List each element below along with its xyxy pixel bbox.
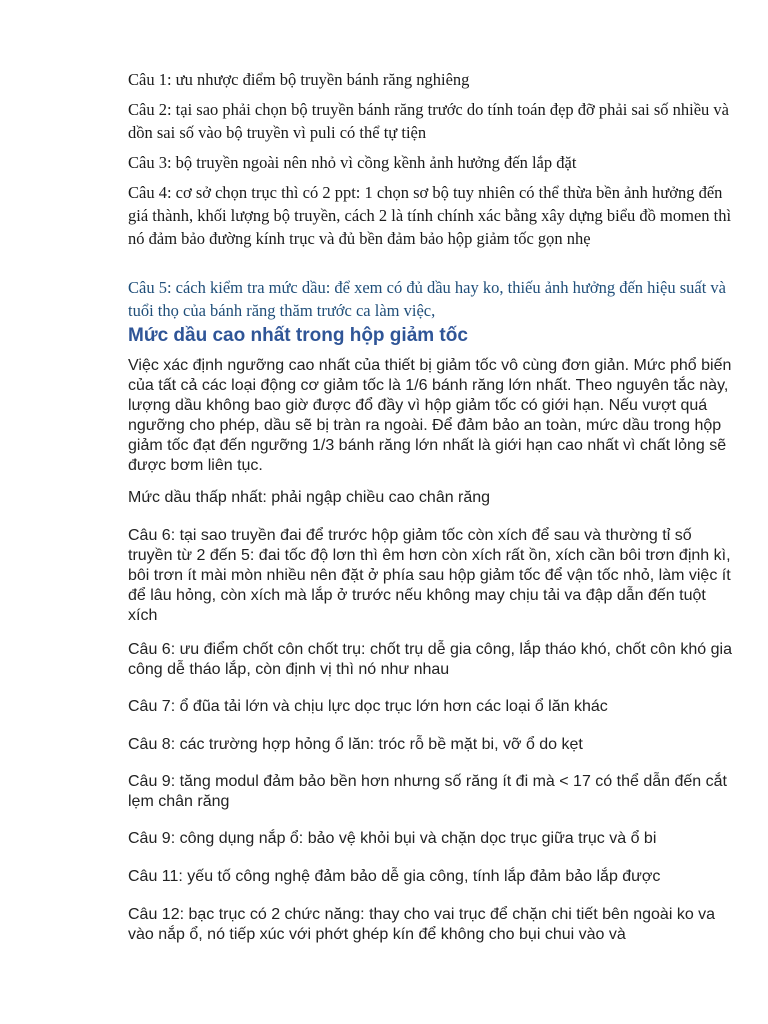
- question-1: Câu 1: ưu nhược điểm bộ truyền bánh răng nghiêng: [128, 70, 470, 89]
- question-6a: Câu 6: tại sao truyền đai để trước hộp giảm tốc còn xích để sau và thường tỉ số truyền từ 2 đến 5: đai tốc độ lơn thì êm hơn còn xích rất ồn, xích cần bôi trơn định kì, bôi trơn ít mài mòn nhiều nên đặt ở phía sau hộp giảm tốc để vận tốc nhỏ, làm việc ít để lâu hỏng, còn xích mà lắp ở trước nếu không may chịu tải va đập dẫn đến tuột xích: [128, 527, 731, 624]
- paragraph-min-oil-level: Mức dầu thấp nhất: phải ngập chiều cao chân răng: [128, 489, 491, 506]
- question-11: Câu 11: yếu tố công nghệ đảm bảo dễ gia công, tính lắp đảm bảo lắp được: [128, 868, 661, 885]
- question-6b: Câu 6: ưu điểm chốt côn chốt trụ: chốt trụ dễ gia công, lắp tháo khó, chốt côn khó gia công dễ tháo lắp, còn định vị thì nó như nhau: [128, 641, 732, 678]
- question-2: Câu 2: tại sao phải chọn bộ truyền bánh răng trước do tính toán đẹp đỡ phải sai số nhiều và dồn sai số vào bộ truyền vì puli có thể tự tiện: [128, 100, 730, 142]
- question-7: Câu 7: ổ đũa tải lớn và chịu lực dọc trục lớn hơn các loại ổ lăn khác: [128, 698, 608, 715]
- paragraph-max-oil-level: Việc xác định ngưỡng cao nhất của thiết bị giảm tốc vô cùng đơn giản. Mức phổ biến của tất cả các loại động cơ giảm tốc là 1/6 bánh răng lớn nhất. Theo nguyên tắc này, lượng dầu không bao giờ được đổ đầy vì hộp giảm tốc có giới hạn. Nếu vượt quá ngưỡng cho phép, dầu sẽ bị tràn ra ngoài. Để đảm bảo an toàn, mức dầu trong hộp giảm tốc đạt đến ngưỡng 1/3 bánh răng lớn nhất là giới hạn cao nhất vì chất lỏng sẽ được bơm liên tục.: [128, 357, 732, 474]
- question-4: Câu 4: cơ sở chọn trục thì có 2 ppt: 1 chọn sơ bộ tuy nhiên có thể thừa bền ảnh hưởng đến giá thành, khối lượng bộ truyền, cách 2 là tính chính xác bằng xây dựng biểu đồ momen thì nó đảm bảo đường kính trục và đủ bền đảm bảo hộp giảm tốc gọn nhẹ: [128, 183, 732, 248]
- question-12: Câu 12: bạc trục có 2 chức năng: thay cho vai trục để chặn chi tiết bên ngoài ko va vào nắp ổ, nó tiếp xúc với phớt ghép kín để không cho bụi chui vào và: [128, 906, 716, 943]
- question-8: Câu 8: các trường hợp hỏng ổ lăn: tróc rỗ bề mặt bi, vỡ ổ do kẹt: [128, 736, 583, 753]
- section-heading: Mức dầu cao nhất trong hộp giảm tốc: [128, 325, 468, 346]
- question-5: Câu 5: cách kiểm tra mức dầu: để xem có đủ dầu hay ko, thiếu ảnh hưởng đến hiệu suất và tuổi thọ của bánh răng thăm trước ca làm việc,: [128, 278, 726, 320]
- question-9b: Câu 9: công dụng nắp ổ: bảo vệ khỏi bụi và chặn dọc trục giữa trục và ổ bi: [128, 830, 657, 847]
- question-9a: Câu 9: tăng modul đảm bảo bền hơn nhưng số răng ít đi mà < 17 có thể dẫn đến cắt lẹm chân răng: [128, 773, 727, 810]
- question-3: Câu 3: bộ truyền ngoài nên nhỏ vì cồng kềnh ảnh hưởng đến lắp đặt: [128, 153, 577, 172]
